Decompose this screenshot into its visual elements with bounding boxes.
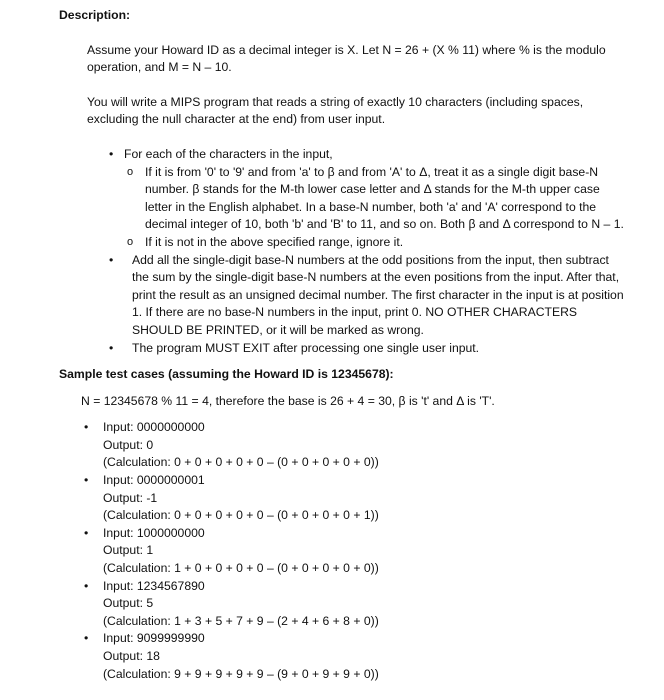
bullet-icon: •	[109, 252, 114, 267]
test-case-output: Output: 18	[103, 649, 160, 663]
test-case-input: Input: 1234567890	[103, 578, 205, 593]
description-body	[59, 42, 628, 129]
test-case-input: Input: 1000000000	[103, 525, 205, 540]
list-item-text: Add all the single-digit base-N numbers at the odd positions from the input, then subtract the sum by the single-digit base-N numbers at the even positions from the input. After that, print the result as an unsigned decimal number. The first character in the input is at position 1. If there are no base-N numbers in the input, print 0. NO OTHER CHARACTERS SHOULD BE PRINTED, or it will be marked as wrong.	[132, 252, 624, 337]
test-case-calculation: (Calculation: 0 + 0 + 0 + 0 + 0 – (0 + 0 + 0 + 0 + 0))	[103, 455, 379, 470]
test-case-calculation: (Calculation: 0 + 0 + 0 + 0 + 0 – (0 + 0 + 0 + 0 + 1))	[103, 508, 379, 523]
bullet-icon: •	[109, 146, 114, 161]
test-case-calculation: (Calculation: 1 + 3 + 5 + 7 + 9 – (2 + 4 + 6 + 8 + 0))	[103, 613, 379, 628]
hollow-bullet-icon: o	[127, 165, 134, 178]
bullet-icon: •	[84, 631, 89, 646]
bullet-icon: •	[109, 340, 114, 355]
description-paragraph-1: Assume your Howard ID as a decimal integer is X. Let N = 26 + (X % 11) where % is the modulo operation, and M = N – 10.	[87, 42, 606, 75]
bullet-icon: •	[84, 420, 89, 435]
bullet-icon: •	[84, 525, 89, 540]
list-item-text: For each of the characters in the input,	[124, 146, 333, 161]
test-case-input: Input: 9099999990	[103, 631, 205, 646]
list-item	[59, 146, 628, 252]
list-item-text: If it is not in the above specified range, ignore it.	[145, 234, 404, 249]
list-item-text: The program MUST EXIT after processing one single user input.	[132, 340, 480, 355]
list-item-text: If it is from '0' to '9' and from 'a' to β and from 'A' to Δ, treat it as a single digit base-N number. β stands for the M-th lower case letter and Δ stands for the M-th upper case letter in the English alphabet. In a base-N number, both 'a' and 'A' correspond to the decimal integer of 10, both 'b' and 'B' to 11, and so on. Both β and Δ correspond to N – 1.	[145, 164, 624, 232]
test-case-calculation: (Calculation: 1 + 0 + 0 + 0 + 0 – (0 + 0 + 0 + 0 + 0))	[103, 561, 379, 576]
samples-intro: N = 12345678 % 11 = 4, therefore the base is 26 + 4 = 30, β is 't' and Δ is 'T'.	[81, 393, 495, 408]
test-case	[59, 578, 628, 631]
list-item	[59, 234, 628, 252]
test-case-input: Input: 0000000000	[103, 420, 205, 435]
test-case-output: Output: -1	[103, 490, 158, 505]
list-item	[59, 252, 628, 340]
test-case	[59, 630, 628, 683]
samples-heading: Sample test cases (assuming the Howard ID is 12345678):	[59, 367, 394, 382]
bullet-icon: •	[84, 473, 89, 488]
hollow-bullet-icon: o	[127, 235, 134, 248]
test-case	[59, 419, 628, 472]
list-item	[59, 164, 628, 234]
sub-list	[59, 164, 628, 252]
test-case-output: Output: 5	[103, 596, 154, 611]
test-case-list	[59, 419, 628, 683]
test-case-output: Output: 1	[103, 543, 154, 558]
test-case-output: Output: 0	[103, 437, 154, 452]
requirements-list	[59, 146, 628, 357]
test-case-calculation: (Calculation: 9 + 9 + 9 + 9 + 9 – (9 + 0 + 9 + 9 + 0))	[103, 666, 379, 681]
test-case	[59, 472, 628, 525]
test-case-input: Input: 0000000001	[103, 473, 205, 488]
test-case	[59, 525, 628, 578]
bullet-icon: •	[84, 578, 89, 593]
list-item	[59, 340, 628, 358]
description-heading: Description:	[59, 8, 131, 22]
description-paragraph-2: You will write a MIPS program that reads a string of exactly 10 characters (including spaces, excluding the null character at the end) from user input.	[87, 94, 584, 127]
